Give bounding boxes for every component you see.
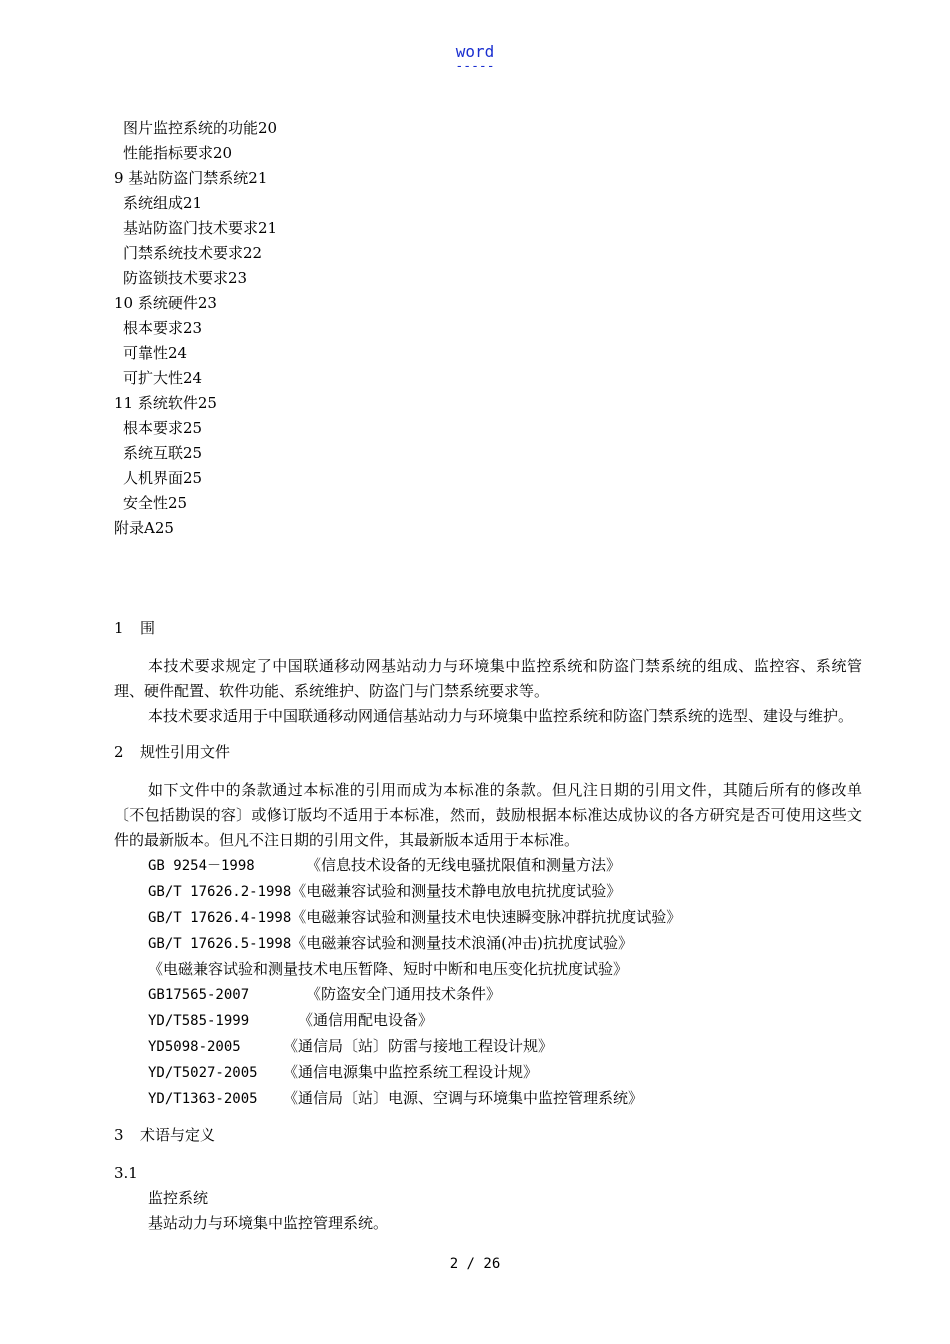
section-title: 围 [140, 619, 156, 637]
reference-title: 《信息技术设备的无线电骚扰限值和测量方法》 [306, 856, 622, 874]
reference-code: GB17565-2007 [148, 987, 250, 1003]
reference-code: GB/T 17626.4-1998 [148, 910, 292, 926]
toc-item[interactable]: 基站防盗门技术要求21 [123, 219, 278, 237]
page-number: 2 / 26 [449, 1256, 501, 1272]
section-number: 2 [114, 743, 124, 761]
reference-title: 《通信用配电设备》 [298, 1011, 434, 1029]
reference-code: YD/T585-1999 [148, 1013, 250, 1029]
header-title: word [455, 42, 495, 61]
toc-item[interactable]: 人机界面25 [123, 469, 203, 487]
reference-item [114, 931, 862, 957]
reference-title: 《通信电源集中监控系统工程设计规》 [283, 1063, 539, 1081]
reference-title: 《通信局〔站〕防雷与接地工程设计规》 [283, 1037, 554, 1055]
reference-code: GB/T 17626.2-1998 [148, 884, 292, 900]
reference-item [114, 1034, 862, 1060]
reference-code: YD5098-2005 [148, 1039, 241, 1055]
reference-code: GB 9254－1998 [148, 858, 255, 874]
toc-item[interactable]: 11 系统软件25 [114, 394, 217, 412]
toc-item[interactable]: 可扩大性24 [123, 369, 203, 387]
section-number: 3 [114, 1126, 124, 1144]
paragraph: 本技术要求规定了中国联通移动网基站动力与环境集中监控系统和防盗门禁系统的组成、监控容、系统管理、硬件配置、软件功能、系统维护、防盗门与门禁系统要求等。 [114, 657, 862, 700]
reference-code: YD/T1363-2005 [148, 1091, 258, 1107]
section-number: 1 [114, 619, 124, 637]
header-underline: ----- [455, 59, 495, 74]
section-title: 术语与定义 [140, 1126, 216, 1144]
section-heading [114, 740, 862, 765]
toc-item[interactable]: 可靠性24 [123, 344, 188, 362]
toc-item[interactable]: 系统互联25 [123, 444, 203, 462]
toc-item[interactable]: 9 基站防盗门禁系统21 [114, 169, 268, 187]
toc-item[interactable]: 根本要求25 [123, 419, 203, 437]
term: 监控系统 [148, 1189, 209, 1207]
reference-item [114, 1086, 862, 1112]
document-body [114, 616, 862, 1236]
toc-item[interactable]: 防盗锁技术要求23 [123, 269, 248, 287]
reference-item [114, 853, 862, 879]
reference-title: 《电磁兼容试验和测量技术电压暂降、短时中断和电压变化抗扰度试验》 [148, 960, 629, 978]
toc-item[interactable]: 安全性25 [123, 494, 188, 512]
reference-code: YD/T5027-2005 [148, 1065, 258, 1081]
reference-item [114, 879, 862, 905]
toc-item[interactable]: 性能指标要求20 [123, 144, 233, 162]
paragraph: 如下文件中的条款通过本标准的引用而成为本标准的条款。但凡注日期的引用文件，其随后所有的修改单〔不包括勘误的容〕或修订版均不适用于本标准，然而，鼓励根据本标准达成协议的各方研究是否可使用这些文件的最新版本。但凡不注日期的引用文件，其最新版本适用于本标准。 [114, 781, 862, 849]
toc-item[interactable]: 门禁系统技术要求22 [123, 244, 263, 262]
term-definition: 基站动力与环境集中监控管理系统。 [148, 1214, 389, 1232]
reference-title: 《电磁兼容试验和测量技术电快速瞬变脉冲群抗扰度试验》 [291, 908, 682, 926]
reference-item [114, 1008, 862, 1034]
page-header [0, 42, 950, 72]
subsection-number: 3.1 [114, 1164, 138, 1182]
toc-item[interactable]: 根本要求23 [123, 319, 203, 337]
reference-item [114, 1060, 862, 1086]
section-heading [114, 1123, 862, 1148]
reference-item [114, 982, 862, 1008]
toc-item[interactable]: 10 系统硬件23 [114, 294, 217, 312]
toc-item[interactable]: 附录A25 [114, 519, 174, 537]
reference-item [114, 905, 862, 931]
toc-item[interactable]: 图片监控系统的功能20 [123, 119, 278, 137]
reference-code: GB/T 17626.5-1998 [148, 936, 292, 952]
section-title: 规性引用文件 [140, 743, 231, 761]
reference-item [114, 957, 862, 982]
reference-title: 《通信局〔站〕电源、空调与环境集中监控管理系统》 [283, 1089, 644, 1107]
table-of-contents [114, 116, 874, 541]
reference-title: 《电磁兼容试验和测量技术浪涌(冲击)抗扰度试验》 [291, 934, 634, 952]
reference-title: 《防盗安全门通用技术条件》 [306, 985, 502, 1003]
reference-title: 《电磁兼容试验和测量技术静电放电抗扰度试验》 [291, 882, 622, 900]
paragraph: 本技术要求适用于中国联通移动网通信基站动力与环境集中监控系统和防盗门禁系统的选型、建设与维护。 [148, 707, 854, 725]
toc-item[interactable]: 系统组成21 [123, 194, 203, 212]
section-heading [114, 616, 862, 641]
